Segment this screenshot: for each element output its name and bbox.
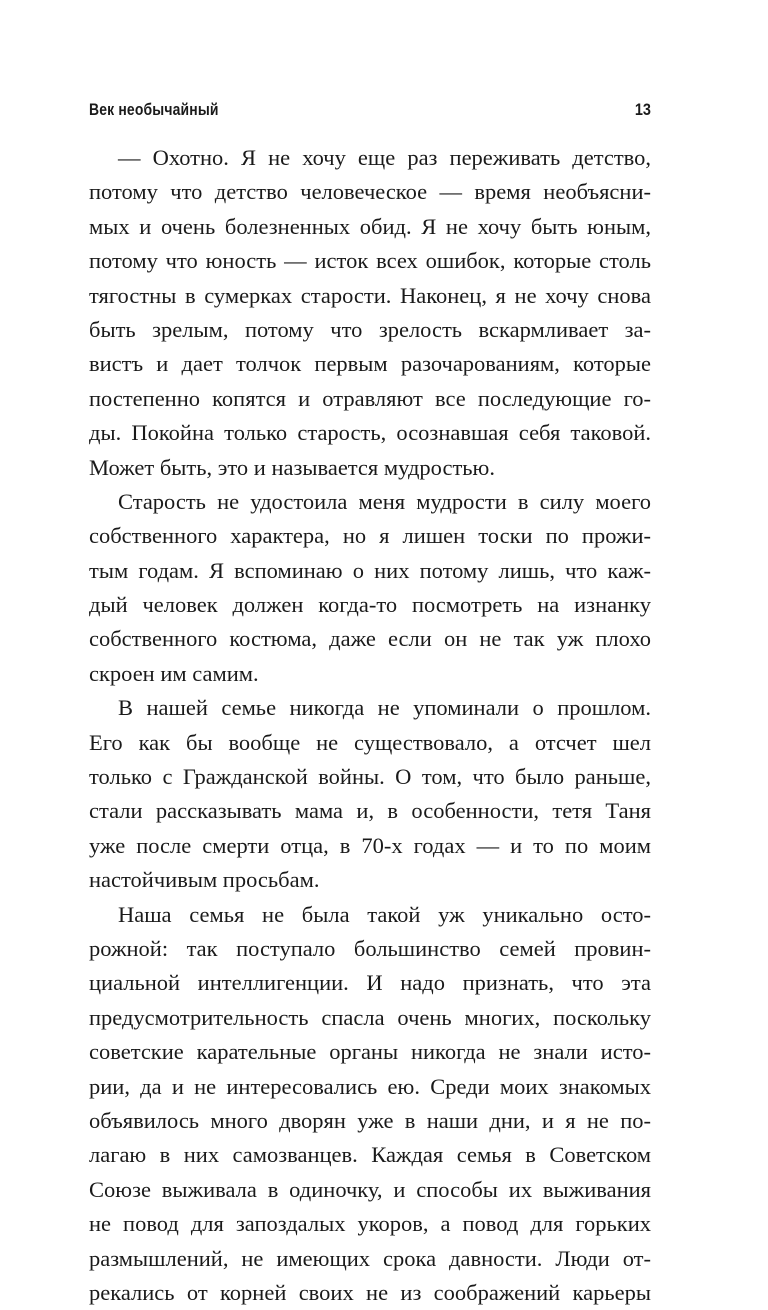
text-line: предусмотрительность спасла очень многих, поскольку: [89, 1004, 651, 1030]
text-line: тым годам. Я вспоминаю о них потому лишь, что каж-: [89, 557, 651, 583]
text-line: дый человек должен когда-то посмотреть на изнанку: [89, 592, 651, 618]
text-line: потому что детство человеческое — время необъясни-: [89, 179, 651, 205]
text-line: рожной: так поступало большинство семей провин-: [89, 935, 651, 961]
text-line: мых и очень болезненных обид. Я не хочу быть юным,: [89, 213, 651, 239]
text-line: постепенно копятся и отравляют все последующие го-: [89, 385, 651, 411]
page-header: [89, 100, 651, 128]
text-line: собственного характера, но я лишен тоски по прожи-: [89, 523, 651, 549]
text-line: Наша семья не была такой уж уникально осто-: [118, 901, 651, 927]
text-line: собственного костюма, даже если он не так уж плохо: [89, 626, 651, 652]
text-line: Его как бы вообще не существовало, а отсчет шел: [89, 729, 651, 755]
text-line: потому что юность — исток всех ошибок, которые столь: [89, 248, 651, 274]
text-line: — Охотно. Я не хочу еще раз переживать детство,: [118, 145, 651, 170]
text-line: рекались от корней своих не из соображений карьеры: [89, 1279, 651, 1305]
text-line: объявилось много дворян уже в наши дни, и я не по-: [89, 1107, 651, 1133]
text-line: только с Гражданской войны. О том, что было раньше,: [89, 764, 651, 790]
text-line: советские карательные органы никогда не знали исто-: [89, 1039, 651, 1065]
text-line: ды. Покойна только старость, осознавшая себя таковой.: [89, 420, 651, 446]
text-line: рии, да и не интересовались ею. Среди моих знакомых: [89, 1073, 651, 1099]
text-line: скроен им самим.: [89, 660, 259, 686]
text-line: Может быть, это и называется мудростью.: [89, 454, 495, 480]
text-line: лагаю в них самозванцев. Каждая семья в Советском: [89, 1142, 651, 1168]
text-line: стали рассказывать мама и, в особенности, тетя Таня: [89, 798, 651, 824]
body-text: [89, 141, 651, 1310]
text-line: циальной интеллигенции. И надо признать, что эта: [89, 970, 651, 996]
running-title: Век необычайный: [89, 100, 219, 119]
text-line: В нашей семье никогда не упоминали о прошлом.: [118, 695, 651, 721]
text-line: Старость не удостоила меня мудрости в силу моего: [118, 488, 651, 514]
text-line: настойчивым просьбам.: [89, 867, 320, 893]
text-line: вистъ и дает толчок первым разочарованиям, которые: [89, 351, 651, 377]
page-number: 13: [634, 100, 651, 119]
text-line: Союзе выживала в одиночку, и способы их выживания: [89, 1176, 651, 1202]
text-line: быть зрелым, потому что зрелость вскармливает за-: [89, 316, 651, 342]
text-line: тягостны в сумерках старости. Наконец, я не хочу снова: [89, 282, 651, 308]
text-line: не повод для запоздалых укоров, а повод для горьких: [89, 1211, 651, 1237]
text-line: уже после смерти отца, в 70-х годах — и то по моим: [89, 832, 651, 858]
text-line: размышлений, не имеющих срока давности. Люди от-: [89, 1245, 651, 1271]
